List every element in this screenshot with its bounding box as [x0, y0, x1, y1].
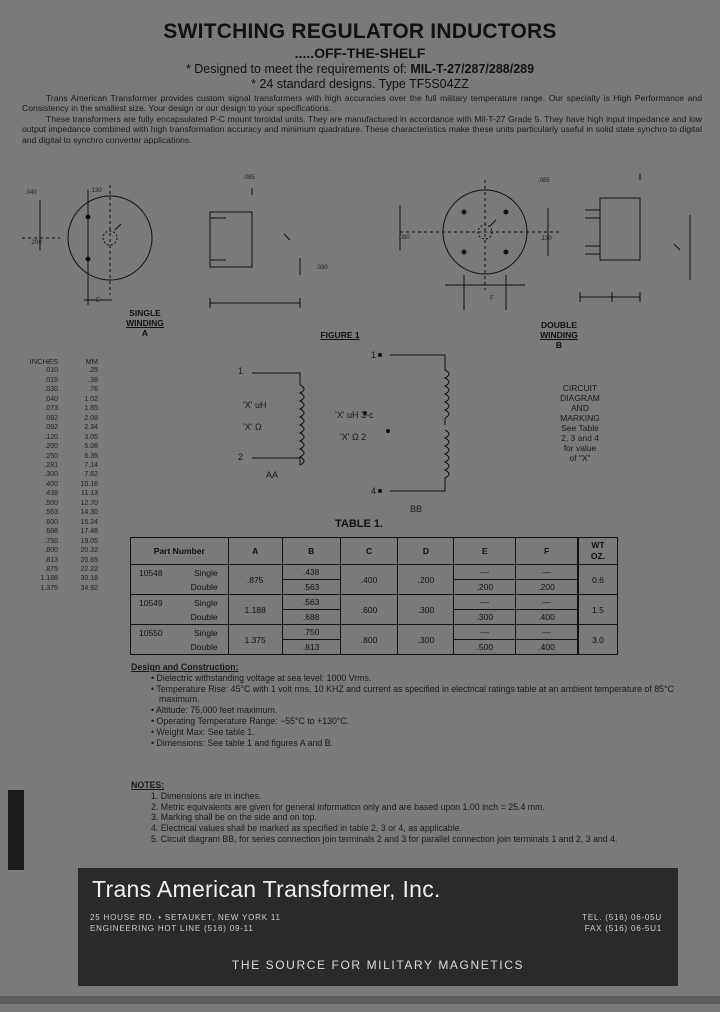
- note-item: 2. Metric equivalents are given for general information only and are based upon 1.00 inch = 25.4 mm.: [151, 801, 545, 812]
- conversion-row: [28, 499, 108, 508]
- notes-section: [131, 780, 691, 845]
- conversion-row: [28, 489, 108, 498]
- conversion-mm: 5.08: [84, 443, 98, 451]
- dim-label: .085: [243, 175, 255, 181]
- conversion-row: [28, 565, 108, 574]
- variant-label: Double: [190, 611, 218, 622]
- standard-designs: * 24 standard designs. Type TF5S04ZZ: [251, 77, 469, 91]
- e-cell: —: [454, 625, 516, 640]
- table-1-weight: [578, 537, 618, 655]
- conversion-row: [28, 442, 108, 451]
- part-line: [139, 580, 228, 594]
- weight-cell: 3.0: [579, 625, 618, 655]
- note-item: 1. Dimensions are in inches.: [151, 790, 262, 801]
- table-header: B: [282, 538, 340, 565]
- bottom-divider: [0, 996, 720, 1004]
- conversion-mm: 20.65: [80, 556, 98, 564]
- side-note-line: CIRCUIT: [562, 383, 598, 393]
- conversion-row: [28, 433, 108, 442]
- single-toroid-outline: [68, 196, 152, 280]
- f-cell: —: [516, 565, 578, 580]
- conversion-inches: .015: [44, 376, 58, 384]
- conversion-mm: 6.35: [84, 452, 98, 460]
- page-subtitle: .....OFF-THE-SHELF: [294, 45, 426, 61]
- conversion-inches: .281: [44, 461, 58, 469]
- part-line: [139, 610, 228, 624]
- conversion-row: [28, 518, 108, 527]
- weight-cell: 0.6: [579, 565, 618, 595]
- conversion-mm: 20.32: [80, 547, 98, 555]
- conversion-mm: 2.34: [84, 424, 98, 432]
- e-cell: —: [454, 595, 516, 610]
- part-line: [139, 596, 228, 610]
- variant-label: Single: [193, 627, 218, 638]
- conversion-inches: .563: [44, 509, 58, 517]
- company-name: Trans American Transformer, Inc.: [92, 876, 441, 902]
- conversion-inches: .875: [44, 565, 58, 573]
- phone-line: TEL. (516) 06-05U: [582, 913, 662, 922]
- conversion-mm: 34.92: [80, 584, 98, 592]
- weight-row: [579, 565, 618, 595]
- conversion-mm: 19.05: [80, 537, 98, 545]
- wt-header-line: WT: [591, 540, 605, 550]
- circuit-pin-label: 2: [238, 452, 244, 462]
- designed-prefix: * Designed to meet the requirements of:: [185, 62, 411, 76]
- conversion-inches: .813: [44, 556, 58, 564]
- note-item: 5. Circuit diagram BB, for series connection join terminals 2 and 3 for parallel connection join terminals 1 and 2, 3 and 4.: [151, 833, 618, 844]
- conversion-mm: .38: [88, 376, 98, 384]
- f-cell: .400: [516, 610, 578, 625]
- f-cell: —: [516, 595, 578, 610]
- conversion-inches: .200: [44, 443, 58, 451]
- conversion-inches: .400: [44, 480, 58, 488]
- part-number: 10549: [139, 597, 163, 608]
- design-item: • Dielectric withstanding voltage at sea level: 1000 Vrms.: [151, 672, 372, 683]
- conversion-row: [28, 537, 108, 546]
- conversion-mm: 17.48: [80, 528, 98, 536]
- conversion-inches: .030: [44, 386, 58, 394]
- pin-2-dot: [386, 429, 390, 433]
- b-cell: .438: [282, 565, 340, 580]
- conversion-row: [28, 574, 108, 583]
- f-cell: —: [516, 625, 578, 640]
- weight-row: [579, 595, 618, 625]
- table-header: D: [398, 538, 454, 565]
- conversion-inches: .120: [44, 433, 58, 441]
- conversion-inches: .300: [44, 471, 58, 479]
- design-item: • Altitude: 75,000 feet maximum.: [151, 705, 278, 716]
- single-label-line: A: [141, 328, 149, 338]
- conversion-row: [28, 385, 108, 394]
- c-cell: .400: [340, 565, 398, 595]
- circuit-pin-label: 1: [371, 350, 377, 360]
- conversion-mm: 2.08: [84, 414, 98, 422]
- company-phone: [582, 912, 662, 934]
- table1-title: TABLE 1.: [335, 518, 384, 530]
- part-cell-inner: [139, 626, 228, 654]
- design-item: • Temperature Rise: 45°C with 1 volt rms, 10 KHZ and current as specified in electrical ratings table at an ambient temperature of 85°C maximum.: [151, 683, 674, 705]
- address-line: 25 HOUSE RD. • SETAUKET, NEW YORK 11: [90, 913, 281, 922]
- side-stamp: [8, 790, 24, 870]
- part-cell-inner: [139, 566, 228, 594]
- e-cell: .500: [454, 640, 516, 655]
- single-side-view: [210, 212, 252, 267]
- conversion-inches: .438: [44, 490, 58, 498]
- conversion-mm: 22.22: [80, 565, 98, 573]
- e-cell: .300: [454, 610, 516, 625]
- double-label-line: DOUBLE: [541, 320, 577, 330]
- part-line: [139, 626, 228, 640]
- single-label-line: WINDING: [126, 318, 164, 328]
- table-header: Part Number: [131, 538, 229, 565]
- conversion-row: [28, 556, 108, 565]
- a-cell: .875: [228, 565, 282, 595]
- d-cell: .200: [398, 565, 454, 595]
- conversion-mm: 1.02: [84, 395, 98, 403]
- table-header: A: [228, 538, 282, 565]
- weight-row: [579, 625, 618, 655]
- conversion-row: [28, 470, 108, 479]
- f-cell: .400: [516, 640, 578, 655]
- conversion-mm: 12.70: [80, 499, 98, 507]
- c-cell: .800: [340, 625, 398, 655]
- conversion-row: [28, 461, 108, 470]
- dim-label: E: [96, 298, 101, 304]
- conversion-mm: 15.24: [80, 518, 98, 526]
- bb-resistance: 'X' Ω 2: [340, 432, 367, 442]
- wt-header: [579, 538, 618, 565]
- conversion-inches: .500: [44, 499, 58, 507]
- single-winding-label: [100, 308, 190, 338]
- conversion-row: [28, 423, 108, 432]
- conversion-header: [28, 357, 108, 366]
- figure-label: FIGURE 1: [320, 330, 360, 340]
- variant-label: Single: [193, 597, 218, 608]
- aa-resistance: 'X' Ω: [243, 422, 262, 432]
- conversion-inches: .250: [44, 452, 58, 460]
- bb-label: BB: [410, 504, 423, 514]
- conversion-mm: .25: [88, 367, 98, 375]
- note-item: 4. Electrical values shall be marked as specified in table 2, 3 or 4, as applicable.: [151, 823, 462, 834]
- dim-label: .040: [25, 190, 37, 196]
- designed-line: [0, 62, 720, 76]
- designed-spec: MIL-T-27/287/288/289: [410, 62, 535, 76]
- single-label-line: SINGLE: [129, 308, 161, 318]
- conversion-row: [28, 527, 108, 536]
- d-cell: .300: [398, 595, 454, 625]
- side-note-line: of "X": [569, 453, 591, 463]
- e-cell: —: [454, 565, 516, 580]
- double-label-line: WINDING: [540, 330, 578, 340]
- conversion-row: [28, 366, 108, 375]
- conversion-inches: .800: [44, 547, 58, 555]
- dim-label: F: [490, 296, 494, 302]
- circuit-pin-label: 1: [238, 366, 244, 376]
- part-number: 10550: [139, 627, 163, 638]
- table-row: [131, 595, 578, 610]
- design-item: • Dimensions: See table 1 and figures A and B.: [151, 737, 334, 748]
- conversion-inches: .688: [44, 528, 58, 536]
- conversion-inches: .082: [44, 414, 58, 422]
- side-note-line: AND: [571, 403, 589, 413]
- b-cell: .563: [282, 595, 340, 610]
- a-cell: 1.375: [228, 625, 282, 655]
- conversion-row: [28, 452, 108, 461]
- circuit-side-note: [545, 383, 615, 463]
- side-note-line: for value: [563, 443, 597, 453]
- dim-label: .200: [30, 240, 42, 246]
- weight-cell: 1.5: [579, 595, 618, 625]
- variant-label: Double: [190, 581, 218, 592]
- a-cell: 1.188: [228, 595, 282, 625]
- b-cell: .750: [282, 625, 340, 640]
- table-header: E: [454, 538, 516, 565]
- side-note-line: 2, 3 and 4: [561, 433, 599, 443]
- phone-line: FAX (516) 06-5U1: [584, 924, 662, 933]
- d-cell: .300: [398, 625, 454, 655]
- design-item: • Weight Max: See table 1.: [151, 726, 255, 737]
- part-line: [139, 640, 228, 654]
- bb-inductance: 'X' uH 3-c: [335, 410, 374, 420]
- company-slogan: THE SOURCE FOR MILITARY MAGNETICS: [231, 958, 525, 972]
- conversion-row: [28, 414, 108, 423]
- circuit-pin-label: 4: [371, 486, 377, 496]
- dim-label: .130: [90, 188, 102, 194]
- conversion-row: [28, 404, 108, 413]
- dim-label: .030: [316, 265, 328, 271]
- side-note-line: MARKING: [560, 413, 600, 423]
- table-header: C: [340, 538, 398, 565]
- pin-1-dot: [378, 353, 382, 357]
- b-cell: .813: [282, 640, 340, 655]
- part-cell: [131, 625, 229, 655]
- part-line: [139, 566, 228, 580]
- part-cell: [131, 595, 229, 625]
- part-cell-inner: [139, 596, 228, 624]
- double-label-line: B: [555, 340, 563, 350]
- table-row: [131, 565, 578, 580]
- conversion-row: [28, 376, 108, 385]
- aa-inductance: 'X' uH: [243, 400, 267, 410]
- page-title: SWITCHING REGULATOR INDUCTORS: [163, 20, 557, 43]
- intro-paragraph-1: Trans American Transformer provides custom signal transformers with high accuracies over the full military temperature range. Our specialty is High Performance and Consistency in the smallest size. Your design or our design to your specifications.: [22, 93, 702, 114]
- wt-header-line: OZ.: [590, 551, 606, 561]
- dim-label: .080: [398, 235, 410, 241]
- c-cell: .600: [340, 595, 398, 625]
- conversion-mm: .76: [88, 386, 98, 394]
- conversion-table: [28, 357, 108, 593]
- side-note-line: DIAGRAM: [560, 393, 600, 403]
- conversion-row: [28, 395, 108, 404]
- f-cell: .200: [516, 580, 578, 595]
- conversion-header-inches: INCHES: [29, 357, 58, 366]
- conversion-inches: .600: [44, 518, 58, 526]
- table-1: [130, 537, 578, 655]
- part-cell: [131, 565, 229, 595]
- design-item: • Operating Temperature Range: −55°C to +130°C.: [151, 715, 350, 726]
- dim-label: .130: [540, 236, 552, 242]
- company-address: [90, 912, 281, 934]
- conversion-mm: 11.13: [81, 490, 98, 498]
- table-row: [131, 625, 578, 640]
- aa-label: AA: [266, 470, 279, 480]
- conversion-row: [28, 584, 108, 593]
- conversion-inches: 1.375: [40, 584, 58, 592]
- conversion-inches: 1.188: [40, 575, 58, 583]
- conversion-mm: 30.18: [80, 575, 98, 583]
- intro-paragraph-2: These transformers are fully encapsulated P-C mount toroidal units. They are manufactured in accordance with Mil-T-27 Grade 5. They have high input impedance and low output impedance combined with high transformation accuracy and minimum quadrature. These characteristics make these units particularly useful in solid state synchro to digital and digital to synchro converter applications.: [22, 113, 702, 145]
- note-item: 3. Marking shall be on the side and on top.: [151, 812, 317, 823]
- design-title: Design and Construction:: [131, 662, 239, 672]
- conversion-inches: .040: [44, 395, 58, 403]
- e-cell: .200: [454, 580, 516, 595]
- conversion-inches: .750: [44, 537, 58, 545]
- conversion-mm: 10.16: [80, 480, 98, 488]
- conversion-mm: 7.14: [84, 461, 98, 469]
- dim-label: .085: [538, 178, 550, 184]
- conversion-mm: 14.30: [80, 509, 98, 517]
- part-number: 10548: [139, 567, 163, 578]
- conversion-header-mm: MM: [85, 357, 98, 366]
- intro-text: [22, 93, 702, 145]
- conversion-mm: 1.85: [84, 405, 98, 413]
- conversion-inches: .092: [44, 424, 58, 432]
- variant-label: Single: [193, 567, 218, 578]
- double-winding-label: [514, 320, 604, 350]
- conversion-inches: .073: [44, 405, 58, 413]
- footer-banner: [78, 868, 678, 986]
- side-note-line: See Table: [561, 423, 599, 433]
- conversion-inches: .010: [44, 367, 58, 375]
- variant-label: Double: [190, 641, 218, 652]
- pin-4-dot: [378, 489, 382, 493]
- b-cell: .563: [282, 580, 340, 595]
- address-line: ENGINEERING HOT LINE (516) 09-11: [90, 924, 254, 933]
- table-header: F: [516, 538, 578, 565]
- design-section: [131, 662, 691, 748]
- conversion-row: [28, 480, 108, 489]
- notes-title: NOTES:: [131, 780, 165, 790]
- conversion-row: [28, 546, 108, 555]
- double-side-view: [600, 198, 640, 260]
- conversion-mm: 7.62: [84, 471, 98, 479]
- conversion-row: [28, 508, 108, 517]
- b-cell: .688: [282, 610, 340, 625]
- conversion-mm: 3.05: [84, 433, 98, 441]
